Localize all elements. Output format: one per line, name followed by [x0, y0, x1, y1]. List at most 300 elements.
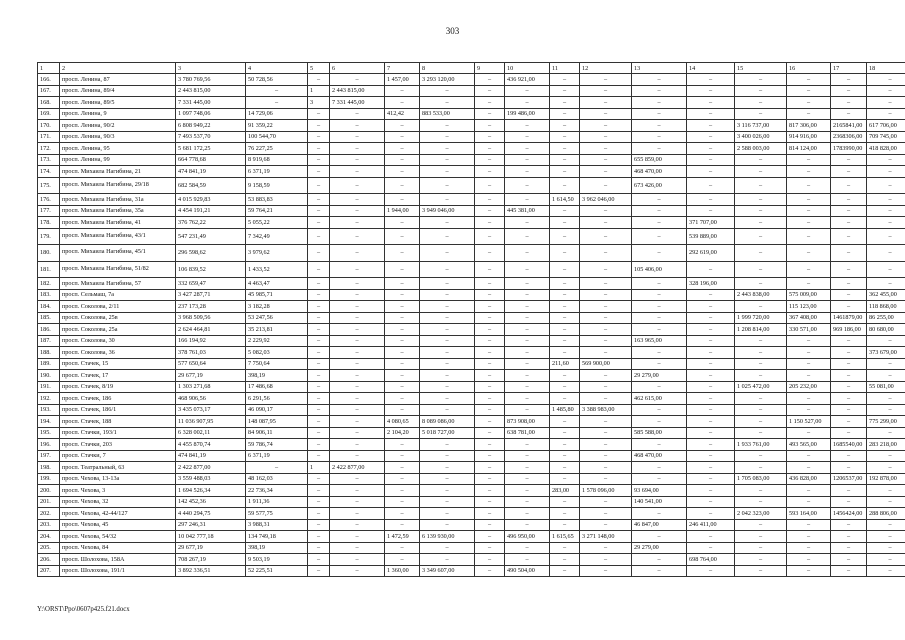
table-cell: –: [505, 166, 550, 178]
table-cell: 6 808 949,22: [176, 120, 246, 132]
address-cell: просп. Михаила Нагибина, 43/1: [60, 228, 176, 245]
table-cell: –: [867, 404, 905, 416]
table-cell: –: [505, 154, 550, 166]
row-index-cell: 189.: [38, 358, 60, 370]
table-cell: 166 194,92: [176, 335, 246, 347]
table-cell: –: [735, 462, 787, 474]
table-cell: 2 588 003,00: [735, 143, 787, 155]
table-cell: –: [385, 120, 420, 132]
table-cell: –: [787, 205, 831, 217]
table-cell: –: [505, 245, 550, 262]
address-cell: просп. Чехова, 13-13а: [60, 473, 176, 485]
table-cell: –: [580, 205, 632, 217]
table-cell: 2 422 877,00: [176, 462, 246, 474]
table-cell: 205 232,00: [787, 381, 831, 393]
table-cell: –: [246, 97, 308, 109]
table-cell: –: [385, 261, 420, 278]
table-cell: –: [735, 496, 787, 508]
table-cell: –: [308, 278, 330, 290]
table-cell: –: [687, 97, 735, 109]
table-cell: –: [687, 416, 735, 428]
table-cell: –: [505, 228, 550, 245]
table-cell: 436 828,00: [787, 473, 831, 485]
table-cell: –: [735, 404, 787, 416]
table-cell: 211,60: [550, 358, 580, 370]
table-cell: 5 055,22: [246, 217, 308, 229]
table-cell: –: [475, 508, 505, 520]
table-row: [38, 177, 905, 194]
table-row: [38, 205, 905, 217]
table-cell: –: [550, 519, 580, 531]
table-cell: –: [475, 565, 505, 577]
table-row: [38, 324, 905, 336]
table-cell: –: [687, 508, 735, 520]
table-cell: –: [308, 531, 330, 543]
table-cell: –: [505, 542, 550, 554]
table-cell: –: [420, 335, 475, 347]
table-cell: –: [330, 531, 385, 543]
table-cell: –: [687, 450, 735, 462]
table-cell: –: [420, 358, 475, 370]
table-cell: 1685540,00: [831, 439, 867, 451]
column-number-18: 18: [867, 63, 905, 74]
table-cell: –: [385, 289, 420, 301]
table-cell: –: [867, 393, 905, 405]
row-index-cell: 203.: [38, 519, 60, 531]
address-cell: просп. Стачек, 8/19: [60, 381, 176, 393]
table-cell: 575 009,00: [787, 289, 831, 301]
table-cell: –: [308, 347, 330, 359]
table-cell: –: [420, 370, 475, 382]
table-cell: 2165841,00: [831, 120, 867, 132]
table-cell: 474 841,19: [176, 166, 246, 178]
address-cell: просп. Чехова, 84: [60, 542, 176, 554]
table-cell: –: [632, 120, 687, 132]
table-cell: –: [420, 473, 475, 485]
table-cell: 547 231,49: [176, 228, 246, 245]
table-cell: –: [308, 166, 330, 178]
table-cell: –: [787, 177, 831, 194]
row-index-cell: 187.: [38, 335, 60, 347]
row-index-cell: 185.: [38, 312, 60, 324]
table-cell: –: [385, 370, 420, 382]
table-cell: –: [580, 450, 632, 462]
table-cell: 496 950,00: [505, 531, 550, 543]
table-cell: –: [505, 324, 550, 336]
table-cell: –: [831, 154, 867, 166]
table-cell: 2 042 323,00: [735, 508, 787, 520]
column-number-9: 9: [475, 63, 505, 74]
table-cell: 35 213,81: [246, 324, 308, 336]
table-cell: 283,00: [550, 485, 580, 497]
address-cell: просп. Михаила Нагибина, 31а: [60, 194, 176, 206]
table-cell: 288 806,00: [867, 508, 905, 520]
table-cell: 84 906,11: [246, 427, 308, 439]
table-cell: –: [475, 335, 505, 347]
table-cell: –: [687, 261, 735, 278]
table-cell: 46 847,00: [632, 519, 687, 531]
table-cell: 412,42: [385, 108, 420, 120]
table-row: [38, 289, 905, 301]
table-cell: –: [420, 166, 475, 178]
table-row: [38, 154, 905, 166]
address-cell: просп. Михаила Нагибина, 35а: [60, 205, 176, 217]
row-index-cell: 207.: [38, 565, 60, 577]
table-cell: 1456424,00: [831, 508, 867, 520]
table-cell: –: [787, 278, 831, 290]
table-cell: –: [550, 542, 580, 554]
address-cell: просп. Чехова, 45: [60, 519, 176, 531]
table-cell: 418 828,00: [867, 143, 905, 155]
row-index-cell: 202.: [38, 508, 60, 520]
table-cell: 332 659,47: [176, 278, 246, 290]
table-cell: 883 533,00: [420, 108, 475, 120]
table-cell: –: [687, 324, 735, 336]
table-cell: –: [308, 381, 330, 393]
table-cell: –: [330, 347, 385, 359]
table-cell: 59 786,74: [246, 439, 308, 451]
table-cell: 1 150 527,00: [787, 416, 831, 428]
table-cell: –: [505, 462, 550, 474]
table-cell: –: [787, 519, 831, 531]
table-cell: –: [385, 485, 420, 497]
table-cell: 192 878,00: [867, 473, 905, 485]
table-cell: –: [632, 74, 687, 86]
table-cell: –: [632, 439, 687, 451]
table-cell: –: [580, 335, 632, 347]
table-cell: –: [330, 381, 385, 393]
column-number-10: 10: [505, 63, 550, 74]
table-cell: 698 764,00: [687, 554, 735, 566]
table-cell: –: [330, 393, 385, 405]
table-cell: –: [831, 108, 867, 120]
row-index-cell: 188.: [38, 347, 60, 359]
table-cell: –: [867, 177, 905, 194]
table-cell: 199 486,00: [505, 108, 550, 120]
table-cell: –: [330, 74, 385, 86]
table-cell: –: [632, 278, 687, 290]
table-cell: 163 965,00: [632, 335, 687, 347]
table-cell: –: [550, 217, 580, 229]
table-cell: –: [308, 154, 330, 166]
table-cell: 2 443 815,00: [330, 85, 385, 97]
table-cell: –: [787, 154, 831, 166]
table-cell: –: [420, 177, 475, 194]
table-cell: –: [735, 217, 787, 229]
table-cell: –: [580, 542, 632, 554]
table-cell: –: [550, 289, 580, 301]
table-cell: –: [687, 205, 735, 217]
table-cell: 682 584,59: [176, 177, 246, 194]
table-row: [38, 261, 905, 278]
table-cell: 709 745,00: [867, 131, 905, 143]
address-cell: просп. Соколова, 25а: [60, 324, 176, 336]
table-cell: 436 921,00: [505, 74, 550, 86]
table-cell: –: [420, 120, 475, 132]
table-cell: –: [580, 508, 632, 520]
table-cell: –: [831, 166, 867, 178]
table-cell: –: [735, 542, 787, 554]
table-cell: –: [475, 74, 505, 86]
table-cell: –: [735, 205, 787, 217]
table-cell: –: [580, 301, 632, 313]
table-cell: –: [475, 245, 505, 262]
table-cell: –: [475, 358, 505, 370]
table-cell: –: [475, 166, 505, 178]
table-cell: 3 949 046,00: [420, 205, 475, 217]
table-cell: –: [735, 427, 787, 439]
table-cell: –: [831, 278, 867, 290]
table-cell: 2 624 464,81: [176, 324, 246, 336]
table-cell: 569 900,00: [580, 358, 632, 370]
table-cell: –: [867, 245, 905, 262]
table-cell: –: [687, 120, 735, 132]
table-cell: 14 729,06: [246, 108, 308, 120]
address-cell: просп. Шолохова, 158А: [60, 554, 176, 566]
table-cell: –: [580, 347, 632, 359]
table-cell: –: [308, 554, 330, 566]
table-row: [38, 554, 905, 566]
table-cell: –: [308, 324, 330, 336]
table-cell: –: [787, 531, 831, 543]
table-cell: –: [385, 393, 420, 405]
table-cell: –: [787, 228, 831, 245]
table-cell: –: [550, 335, 580, 347]
table-cell: –: [550, 462, 580, 474]
table-cell: –: [308, 74, 330, 86]
table-cell: –: [580, 217, 632, 229]
table-cell: 59 577,75: [246, 508, 308, 520]
table-cell: –: [246, 462, 308, 474]
table-cell: 3 388 983,00: [580, 404, 632, 416]
table-cell: –: [735, 74, 787, 86]
table-cell: –: [475, 381, 505, 393]
table-cell: 3 968 509,56: [176, 312, 246, 324]
table-cell: 76 227,25: [246, 143, 308, 155]
table-cell: –: [385, 278, 420, 290]
table-cell: –: [475, 85, 505, 97]
table-cell: 585 588,00: [632, 427, 687, 439]
table-cell: –: [632, 194, 687, 206]
table-cell: –: [550, 324, 580, 336]
table-cell: 106 839,52: [176, 261, 246, 278]
table-cell: –: [475, 120, 505, 132]
table-cell: –: [308, 485, 330, 497]
table-cell: –: [385, 97, 420, 109]
table-cell: 1 097 748,06: [176, 108, 246, 120]
table-cell: 7 750,64: [246, 358, 308, 370]
table-cell: 6 328 002,11: [176, 427, 246, 439]
table-cell: 376 762,22: [176, 217, 246, 229]
table-cell: –: [867, 166, 905, 178]
table-cell: –: [420, 519, 475, 531]
table-cell: –: [632, 217, 687, 229]
table-cell: –: [867, 450, 905, 462]
table-cell: 1 360,00: [385, 565, 420, 577]
row-index-cell: 201.: [38, 496, 60, 508]
table-cell: –: [475, 261, 505, 278]
table-cell: –: [580, 427, 632, 439]
table-cell: –: [735, 245, 787, 262]
table-cell: 4 440 294,75: [176, 508, 246, 520]
table-cell: –: [308, 228, 330, 245]
table-cell: –: [505, 312, 550, 324]
table-cell: –: [735, 416, 787, 428]
table-cell: –: [735, 301, 787, 313]
table-cell: 283 218,00: [867, 439, 905, 451]
table-cell: –: [687, 154, 735, 166]
table-cell: –: [580, 312, 632, 324]
table-cell: 2 229,92: [246, 335, 308, 347]
table-cell: –: [420, 347, 475, 359]
table-cell: –: [787, 74, 831, 86]
table-cell: –: [632, 531, 687, 543]
row-index-cell: 179.: [38, 228, 60, 245]
table-cell: –: [330, 312, 385, 324]
table-cell: –: [735, 531, 787, 543]
table-cell: –: [330, 177, 385, 194]
table-cell: –: [831, 462, 867, 474]
table-cell: –: [420, 450, 475, 462]
column-number-8: 8: [420, 63, 475, 74]
table-cell: 237 173,28: [176, 301, 246, 313]
table-cell: –: [687, 462, 735, 474]
address-cell: просп. Михаила Нагибина, 45/1: [60, 245, 176, 262]
table-cell: –: [505, 358, 550, 370]
table-cell: –: [735, 228, 787, 245]
table-row: [38, 278, 905, 290]
table-cell: –: [475, 519, 505, 531]
table-cell: 4 454 191,21: [176, 205, 246, 217]
table-cell: –: [867, 519, 905, 531]
table-cell: 2368306,00: [831, 131, 867, 143]
table-row: [38, 194, 905, 206]
row-index-cell: 167.: [38, 85, 60, 97]
table-cell: –: [308, 427, 330, 439]
table-cell: –: [385, 439, 420, 451]
address-cell: просп. Соколова, 30: [60, 335, 176, 347]
table-row: [38, 131, 905, 143]
table-cell: –: [308, 404, 330, 416]
table-cell: –: [550, 245, 580, 262]
row-index-cell: 199.: [38, 473, 60, 485]
table-cell: –: [632, 404, 687, 416]
table-cell: 3 435 073,17: [176, 404, 246, 416]
table-cell: –: [385, 154, 420, 166]
table-cell: –: [308, 217, 330, 229]
table-cell: –: [420, 228, 475, 245]
table-cell: –: [420, 485, 475, 497]
table-cell: 48 162,03: [246, 473, 308, 485]
table-cell: –: [385, 166, 420, 178]
table-cell: –: [475, 205, 505, 217]
row-index-cell: 168.: [38, 97, 60, 109]
table-cell: 373 679,00: [867, 347, 905, 359]
table-cell: 134 749,18: [246, 531, 308, 543]
row-index-cell: 177.: [38, 205, 60, 217]
table-cell: –: [550, 205, 580, 217]
table-cell: –: [308, 289, 330, 301]
table-cell: –: [420, 404, 475, 416]
table-cell: 3 988,31: [246, 519, 308, 531]
table-cell: –: [580, 278, 632, 290]
table-cell: –: [505, 347, 550, 359]
table-cell: –: [475, 450, 505, 462]
table-cell: 1 694 526,34: [176, 485, 246, 497]
table-cell: 6 139 930,00: [420, 531, 475, 543]
table-cell: –: [385, 312, 420, 324]
table-cell: –: [735, 519, 787, 531]
table-cell: –: [385, 358, 420, 370]
table-cell: –: [475, 439, 505, 451]
table-cell: –: [867, 97, 905, 109]
table-cell: 468 470,00: [632, 450, 687, 462]
table-cell: 873 908,00: [505, 416, 550, 428]
table-cell: –: [330, 131, 385, 143]
table-cell: –: [330, 485, 385, 497]
table-cell: –: [632, 347, 687, 359]
table-cell: –: [787, 166, 831, 178]
table-cell: 378 761,03: [176, 347, 246, 359]
table-cell: 1 485,80: [550, 404, 580, 416]
table-cell: 297 246,31: [176, 519, 246, 531]
row-index-cell: 206.: [38, 554, 60, 566]
table-cell: 52 225,51: [246, 565, 308, 577]
table-cell: –: [632, 289, 687, 301]
table-cell: –: [787, 427, 831, 439]
row-index-cell: 200.: [38, 485, 60, 497]
table-cell: –: [831, 531, 867, 543]
table-cell: –: [330, 542, 385, 554]
table-cell: –: [330, 554, 385, 566]
table-cell: 3 962 046,00: [580, 194, 632, 206]
table-cell: –: [867, 217, 905, 229]
address-cell: просп. Соколова, 2/11: [60, 301, 176, 313]
table-cell: –: [787, 404, 831, 416]
address-cell: просп. Михаила Нагибина, 51/82: [60, 261, 176, 278]
table-cell: –: [385, 324, 420, 336]
table-cell: –: [505, 217, 550, 229]
address-cell: просп. Михаила Нагибина, 21: [60, 166, 176, 178]
table-cell: 3 400 026,00: [735, 131, 787, 143]
table-cell: –: [580, 108, 632, 120]
table-cell: –: [787, 194, 831, 206]
table-cell: –: [385, 85, 420, 97]
table-cell: –: [308, 143, 330, 155]
table-cell: –: [550, 496, 580, 508]
table-cell: –: [420, 301, 475, 313]
table-cell: –: [550, 278, 580, 290]
table-cell: –: [580, 245, 632, 262]
table-cell: 246 411,00: [687, 519, 735, 531]
address-cell: просп. Соколова, 25в: [60, 312, 176, 324]
table-cell: –: [550, 450, 580, 462]
table-cell: –: [475, 194, 505, 206]
table-cell: –: [385, 462, 420, 474]
table-cell: –: [687, 166, 735, 178]
table-cell: 53 247,56: [246, 312, 308, 324]
table-cell: –: [580, 393, 632, 405]
table-cell: –: [735, 85, 787, 97]
table-cell: –: [632, 565, 687, 577]
table-cell: –: [867, 485, 905, 497]
table-cell: –: [330, 519, 385, 531]
table-cell: –: [420, 245, 475, 262]
table-cell: –: [420, 496, 475, 508]
table-cell: –: [330, 205, 385, 217]
table-cell: 1 025 472,00: [735, 381, 787, 393]
table-cell: 118 868,00: [867, 301, 905, 313]
